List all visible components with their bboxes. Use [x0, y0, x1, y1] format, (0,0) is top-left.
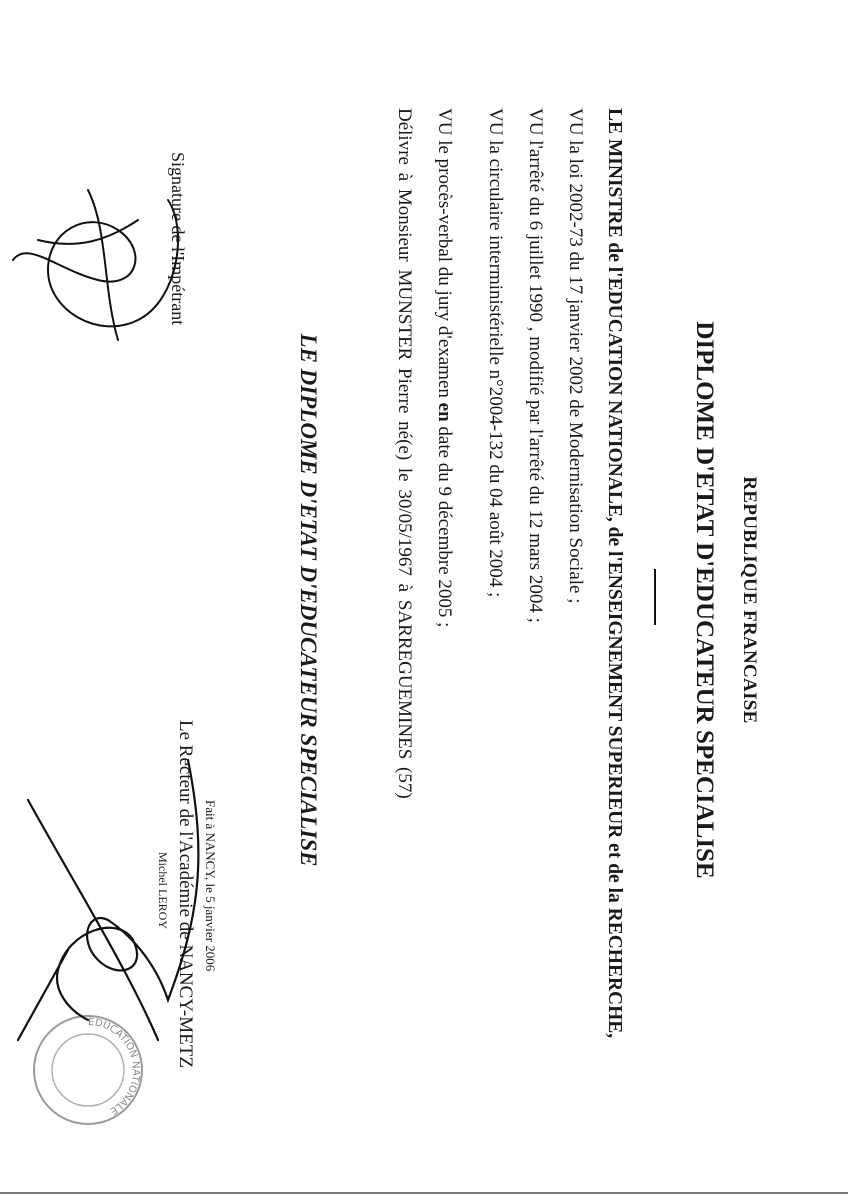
impetrant-signature-icon	[8, 170, 198, 360]
republic-heading: REPUBLIQUE FRANCAISE	[739, 476, 760, 724]
place-date: Fait à NANCY, le 5 janvier 2006	[203, 800, 218, 972]
diploma-title: DIPLOME D'ETAT D'EDUCATEUR SPECIALISE	[691, 321, 718, 879]
ministre-line: LE MINISTRE de l'EDUCATION NATIONALE, de l'ENSEIGNEMENT SUPERIEUR et de la RECHERCHE,	[604, 108, 625, 1039]
vu-circulaire-line: VU la circulaire interministérielle n°2004-132 du 04 août 2004 ;	[485, 108, 506, 598]
delivre-line: Délivre à Monsieur MUNSTER Pierre né(e) le 30/05/1967 à SARREGUEMINES (57)	[394, 108, 415, 799]
title-separator	[654, 569, 656, 625]
svg-text:EDUCATION NATIONALE: EDUCATION NATIONALE	[87, 1016, 142, 1117]
vu-proces-suffix: date du 9 décembre 2005 ;	[434, 421, 455, 628]
signature-label: Signature de l'Impétrant	[168, 152, 188, 326]
recteur-signature-icon	[0, 740, 228, 1050]
recteur-title: Le Recteur de l'Académie de NANCY-METZ	[175, 720, 196, 1068]
vu-proces-bold: en	[434, 402, 455, 422]
vu-arrete-line: VU l'arrêté du 6 juillet 1990 , modifié par l'arrêté du 12 mars 2004 ;	[525, 108, 546, 623]
vu-proces-prefix: VU le procès-verbal du jury d'examen	[434, 108, 455, 403]
signer-name: Michel LEROY	[156, 852, 170, 929]
vu-loi-line: VU la loi 2002-73 du 17 janvier 2002 de Modernisation Sociale ;	[565, 108, 586, 604]
vu-proces-verbal-line	[433, 108, 455, 627]
scan-bottom-edge	[0, 1192, 848, 1194]
diploma-name: LE DIPLOME D'ETAT D'EDUCATEUR SPECIALISE	[296, 333, 321, 867]
